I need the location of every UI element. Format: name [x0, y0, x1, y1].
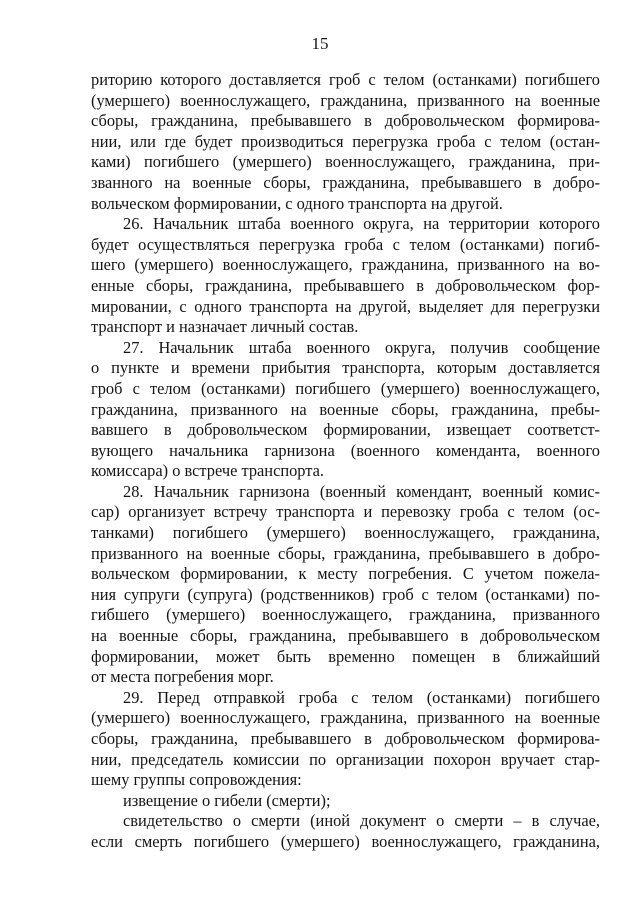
- text-line: вольческом формировании, к месту погребения. С учетом пожела-: [91, 564, 600, 584]
- text-line: 28. Начальник гарнизона (военный комендант, военный комис-: [123, 481, 600, 501]
- text-line: формировании, может быть временно помещен в ближайший: [91, 646, 600, 666]
- text-line: гроб с телом (останками) погибшего (умершего) военнослужащего,: [91, 378, 600, 398]
- text-line: комиссара) о встрече транспорта.: [91, 461, 325, 481]
- text-line: извещение о гибели (смерти);: [123, 790, 331, 810]
- text-line: шего (умершего) военнослужащего, гражданина, призванного на во-: [91, 255, 600, 275]
- text-line: гибшего (умершего) военнослужащего, гражданина, призванного: [91, 605, 600, 625]
- text-line: званного на военные сборы, гражданина, пребывавшего в добро-: [91, 172, 600, 192]
- text-line: будет осуществляться перегрузка гроба с телом (останками) погиб-: [91, 234, 600, 254]
- text-line: вольческом формировании, с одного транспорта на другой.: [91, 193, 503, 213]
- text-line: сборы, гражданина, пребывавшего в добровольческом формирова-: [91, 729, 600, 748]
- text-line: сар) организует встречу транспорта и перевозку гроба с телом (ос-: [91, 502, 600, 522]
- text-line: вавшего в добровольческом формировании, извещает соответст-: [91, 420, 600, 440]
- text-line: 26. Начальник штаба военного округа, на территории которого: [123, 214, 600, 234]
- text-line: мировании, с одного транспорта на другой, выделяет для перегрузки: [91, 296, 600, 316]
- text-line: шему группы сопровождения:: [91, 770, 302, 790]
- text-line: 29. Перед отправкой гроба с телом (останками) погибшего: [123, 687, 600, 707]
- text-line: 27. Начальник штаба военного округа, получив сообщение: [123, 337, 600, 357]
- text-line: енные сборы, гражданина, пребывавшего в добровольческом фор-: [91, 275, 600, 295]
- text-line: о пункте и времени прибытия транспорта, которым доставляется: [91, 358, 600, 378]
- text-line: ками) погибшего (умершего) военнослужащего, гражданина, при-: [91, 152, 600, 172]
- text-line: вующего начальника гарнизона (военного коменданта, военного: [91, 440, 600, 460]
- text-line: транспорт и назначает личный состав.: [91, 317, 359, 337]
- text-line: (умершего) военнослужащего, гражданина, призванного на военные: [91, 90, 600, 110]
- text-line: если смерть погибшего (умершего) военнослужащего, гражданина,: [91, 831, 600, 851]
- text-line: нии, председатель комиссии по организации похорон вручает стар-: [91, 749, 600, 769]
- text-line: призванного на военные сборы, гражданина, пребывавшего в добро-: [91, 543, 600, 563]
- text-line: свидетельство о смерти (иной документ о смерти – в случае,: [123, 811, 600, 831]
- text-line: гражданина, призванного на военные сборы, гражданина, пребы-: [91, 399, 600, 419]
- page-number: 15: [311, 34, 329, 53]
- document-text-body: [91, 70, 600, 853]
- text-line: танками) погибшего (умершего) военнослужащего, гражданина,: [91, 523, 600, 543]
- text-line: сборы, гражданина, пребывавшего в добровольческом формирова-: [91, 111, 600, 131]
- text-line: нии, или где будет производиться перегрузка гроба с телом (остан-: [91, 131, 600, 151]
- text-line: от места погребения морг.: [91, 667, 274, 687]
- text-line: ния супруги (супруга) (родственников) гроб с телом (останками) по-: [91, 584, 600, 604]
- text-line: риторию которого доставляется гроб с телом (останками) погибшего: [91, 70, 600, 89]
- text-line: на военные сборы, гражданина, пребывавшего в добровольческом: [91, 626, 600, 646]
- text-line: (умершего) военнослужащего, гражданина, призванного на военные: [91, 708, 600, 728]
